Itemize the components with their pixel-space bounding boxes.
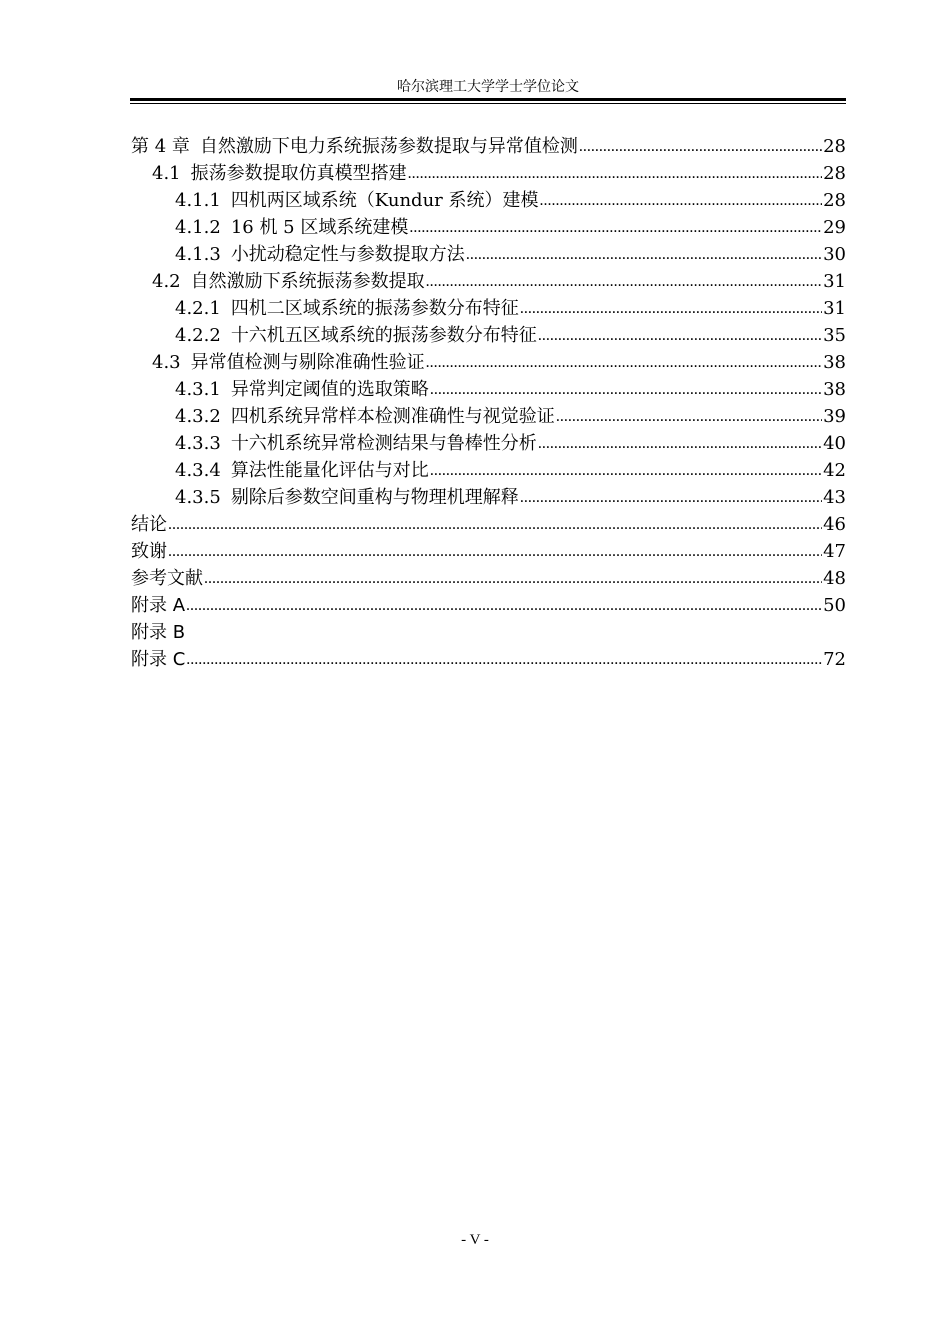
toc-dot-leader [426, 348, 822, 376]
toc-entry-title: 四机二区域系统的振荡参数分布特征 [230, 298, 519, 319]
toc-dot-leader [556, 402, 822, 430]
toc-entry[interactable] [131, 349, 846, 376]
toc-entry[interactable] [131, 214, 846, 241]
toc-entry-number: 第 4 章 [131, 136, 190, 157]
toc-entry-page: 40 [823, 433, 846, 454]
toc-entry-title: 十六机五区域系统的振荡参数分布特征 [230, 325, 537, 346]
toc-entry-title: 算法性能量化评估与对比 [230, 460, 429, 481]
toc-entry-title: 小扰动稳定性与参数提取方法 [230, 244, 465, 265]
toc-dot-leader [520, 483, 822, 511]
toc-entry-page: 31 [823, 271, 846, 292]
toc-entry[interactable] [131, 565, 846, 592]
toc-entry-page: 46 [823, 514, 846, 535]
toc-entry-title: 附录 C [131, 649, 186, 670]
toc-entry-title: 结论 [131, 514, 167, 535]
toc-entry-page: 30 [823, 244, 846, 265]
toc-entry-page: 39 [823, 406, 846, 427]
toc-entry-title: 参考文献 [131, 568, 203, 589]
toc-entry[interactable] [131, 295, 846, 322]
running-header: 哈尔滨理工大学学士学位论文 [397, 79, 579, 95]
toc-entry-title: 四机系统异常样本检测准确性与视觉验证 [230, 406, 555, 427]
toc-entry-title: 致谢 [131, 541, 167, 562]
header-rule-thick [130, 98, 846, 101]
toc-dot-leader [426, 267, 822, 295]
toc-dot-leader [408, 159, 822, 187]
toc-entry[interactable] [131, 457, 846, 484]
toc-dot-leader [186, 591, 822, 619]
toc-entry[interactable] [131, 160, 846, 187]
toc-entry-title: 自然激励下电力系统振荡参数提取与异常值检测 [199, 136, 578, 157]
toc-entry-title: 十六机系统异常检测结果与鲁棒性分析 [230, 433, 537, 454]
toc-entry-number: 4.1 [152, 163, 181, 184]
toc-entry[interactable] [131, 133, 846, 160]
toc-dot-leader [520, 294, 822, 322]
toc-entry-page: 47 [823, 541, 846, 562]
toc-entry[interactable] [131, 511, 846, 538]
toc-dot-leader [409, 213, 822, 241]
toc-entry-number: 4.3.1 [175, 379, 221, 400]
toc-entry-page: 72 [823, 649, 846, 670]
toc-entry-page: 43 [823, 487, 846, 508]
toc-entry-page: 29 [823, 217, 846, 238]
toc-entry-page: 38 [823, 379, 846, 400]
toc-entry[interactable] [131, 376, 846, 403]
toc-entry-title: 异常判定阈值的选取策略 [230, 379, 429, 400]
toc-entry-number: 4.3.2 [175, 406, 221, 427]
table-of-contents [131, 133, 846, 673]
toc-entry[interactable] [131, 430, 846, 457]
toc-entry-number: 4.1.1 [175, 190, 221, 211]
toc-entry-number: 4.2 [152, 271, 181, 292]
toc-entry[interactable] [131, 322, 846, 349]
toc-dot-leader [538, 321, 822, 349]
toc-dot-leader [466, 240, 822, 268]
toc-entry[interactable] [131, 403, 846, 430]
toc-entry-number: 4.3.4 [175, 460, 221, 481]
toc-entry-page: 35 [823, 325, 846, 346]
toc-dot-leader [579, 132, 822, 160]
toc-entry-number: 4.1.2 [175, 217, 221, 238]
header-rule-thin [130, 103, 846, 104]
toc-dot-leader [430, 375, 822, 403]
toc-dot-leader [430, 456, 822, 484]
toc-entry[interactable] [131, 646, 846, 673]
toc-entry-number: 4.2.2 [175, 325, 221, 346]
toc-entry-title: 附录 B [131, 622, 186, 643]
toc-entry-page: 42 [823, 460, 846, 481]
toc-entry[interactable] [131, 268, 846, 295]
toc-entry-title: 四机两区域系统（Kundur 系统）建模 [230, 190, 539, 211]
toc-entry[interactable] [131, 592, 846, 619]
toc-dot-leader [540, 186, 823, 214]
toc-entry[interactable] [131, 538, 846, 565]
toc-entry-page: 50 [823, 595, 846, 616]
toc-entry-page: 28 [823, 190, 846, 211]
toc-entry-number: 4.3.3 [175, 433, 221, 454]
toc-entry-title: 附录 A [131, 595, 186, 616]
toc-dot-leader [538, 429, 822, 457]
toc-entry[interactable] [131, 619, 846, 646]
toc-entry-title: 16 机 5 区域系统建模 [230, 217, 409, 238]
toc-dot-leader [204, 564, 822, 592]
toc-entry-number: 4.3 [152, 352, 181, 373]
toc-entry-title: 剔除后参数空间重构与物理机理解释 [230, 487, 519, 508]
page-number: - V - [461, 1232, 489, 1248]
toc-entry-title: 异常值检测与剔除准确性验证 [190, 352, 425, 373]
toc-entry-page: 31 [823, 298, 846, 319]
toc-entry[interactable] [131, 241, 846, 268]
toc-entry-title: 振荡参数提取仿真模型搭建 [190, 163, 407, 184]
toc-entry-page: 28 [823, 136, 846, 157]
toc-entry-page: 48 [823, 568, 846, 589]
toc-entry-title: 自然激励下系统振荡参数提取 [190, 271, 425, 292]
toc-entry-page: 28 [823, 163, 846, 184]
toc-dot-leader [168, 537, 822, 565]
toc-entry-number: 4.3.5 [175, 487, 221, 508]
toc-entry-number: 4.2.1 [175, 298, 221, 319]
toc-dot-leader [186, 645, 822, 673]
toc-dot-leader [168, 510, 822, 538]
toc-entry[interactable] [131, 187, 846, 214]
toc-entry[interactable] [131, 484, 846, 511]
toc-entry-number: 4.1.3 [175, 244, 221, 265]
toc-entry-page: 38 [823, 352, 846, 373]
